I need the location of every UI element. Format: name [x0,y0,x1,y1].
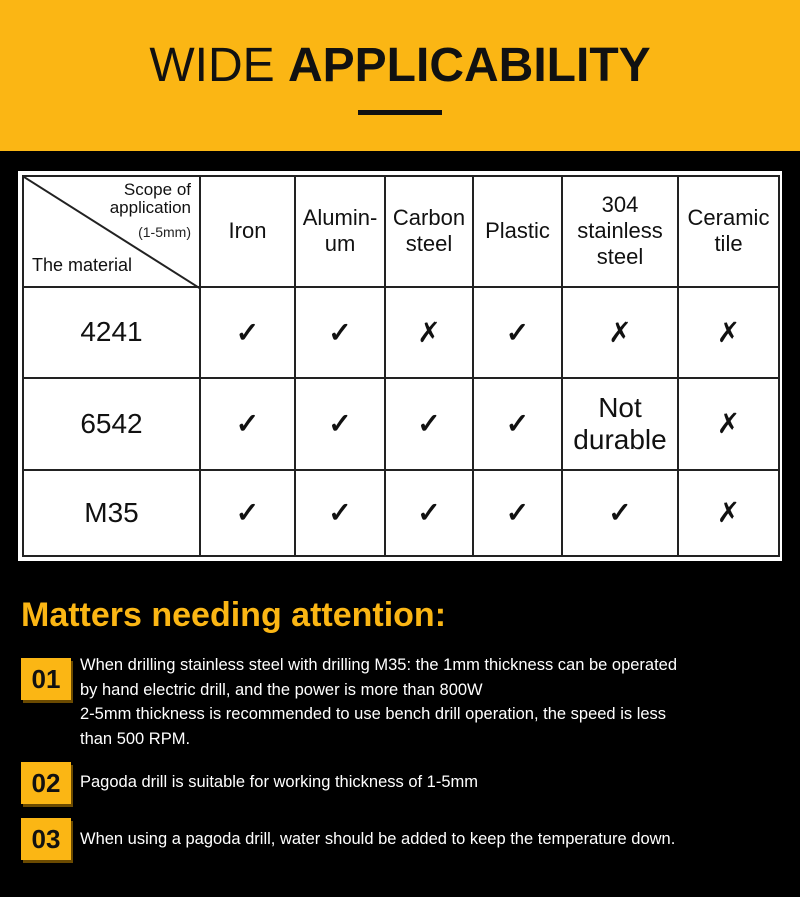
column-header: 304 stainless steel [562,176,678,287]
check-icon: ✓ [200,287,295,378]
item-text: Pagoda drill is suitable for working thickness of 1-5mm [80,773,479,791]
cross-icon: ✗ [678,378,779,469]
check-icon: ✓ [473,287,562,378]
title-bold: APPLICABILITY [287,39,651,92]
cross-icon: ✗ [678,470,779,556]
check-icon: ✓ [385,378,473,469]
row-material: 4241 [23,287,200,378]
table-header-row [23,176,779,287]
cross-icon: ✗ [562,287,678,378]
applicability-table [18,171,782,561]
table-row [23,287,779,378]
cross-icon: ✗ [678,287,779,378]
range-label: (1-5mm) [138,224,191,240]
material-label: The material [32,254,133,275]
title-light: WIDE [149,39,288,92]
check-icon: ✓ [295,378,385,469]
number-badge: 02 [21,762,71,804]
check-icon: ✓ [295,287,385,378]
check-icon: ✓ [562,470,678,556]
column-header: Alumin- um [295,176,385,287]
item-text: When using a pagoda drill, water should be added to keep the temperature down. [80,830,676,848]
number-badge: 03 [21,818,71,860]
check-icon: ✓ [473,470,562,556]
column-header: Iron [200,176,295,287]
table-row [23,378,779,469]
cross-icon: ✗ [385,287,473,378]
column-header: Ceramic tile [678,176,779,287]
check-icon: ✓ [385,470,473,556]
note-cell: Not durable [562,378,678,469]
column-header: Carbon steel [385,176,473,287]
check-icon: ✓ [200,378,295,469]
header-banner [0,0,800,151]
item-text: When drilling stainless steel with drilling M35: the 1mm thickness can be operated by hand electric drill, and the power is more than 800W 2-5mm thickness is recommended to use bench drill operation, the speed is less than 500 RPM. [80,656,678,748]
page-title [0,38,800,93]
row-material: M35 [23,470,200,556]
check-icon: ✓ [200,470,295,556]
row-material: 6542 [23,378,200,469]
column-header: Plastic [473,176,562,287]
attention-heading: Matters needing attention: [21,596,447,634]
corner-cell [23,176,200,287]
check-icon: ✓ [473,378,562,469]
scope-label: Scope of application [109,180,191,217]
number-badge: 01 [21,658,71,700]
title-underline [358,110,442,115]
table-row [23,470,779,556]
check-icon: ✓ [295,470,385,556]
